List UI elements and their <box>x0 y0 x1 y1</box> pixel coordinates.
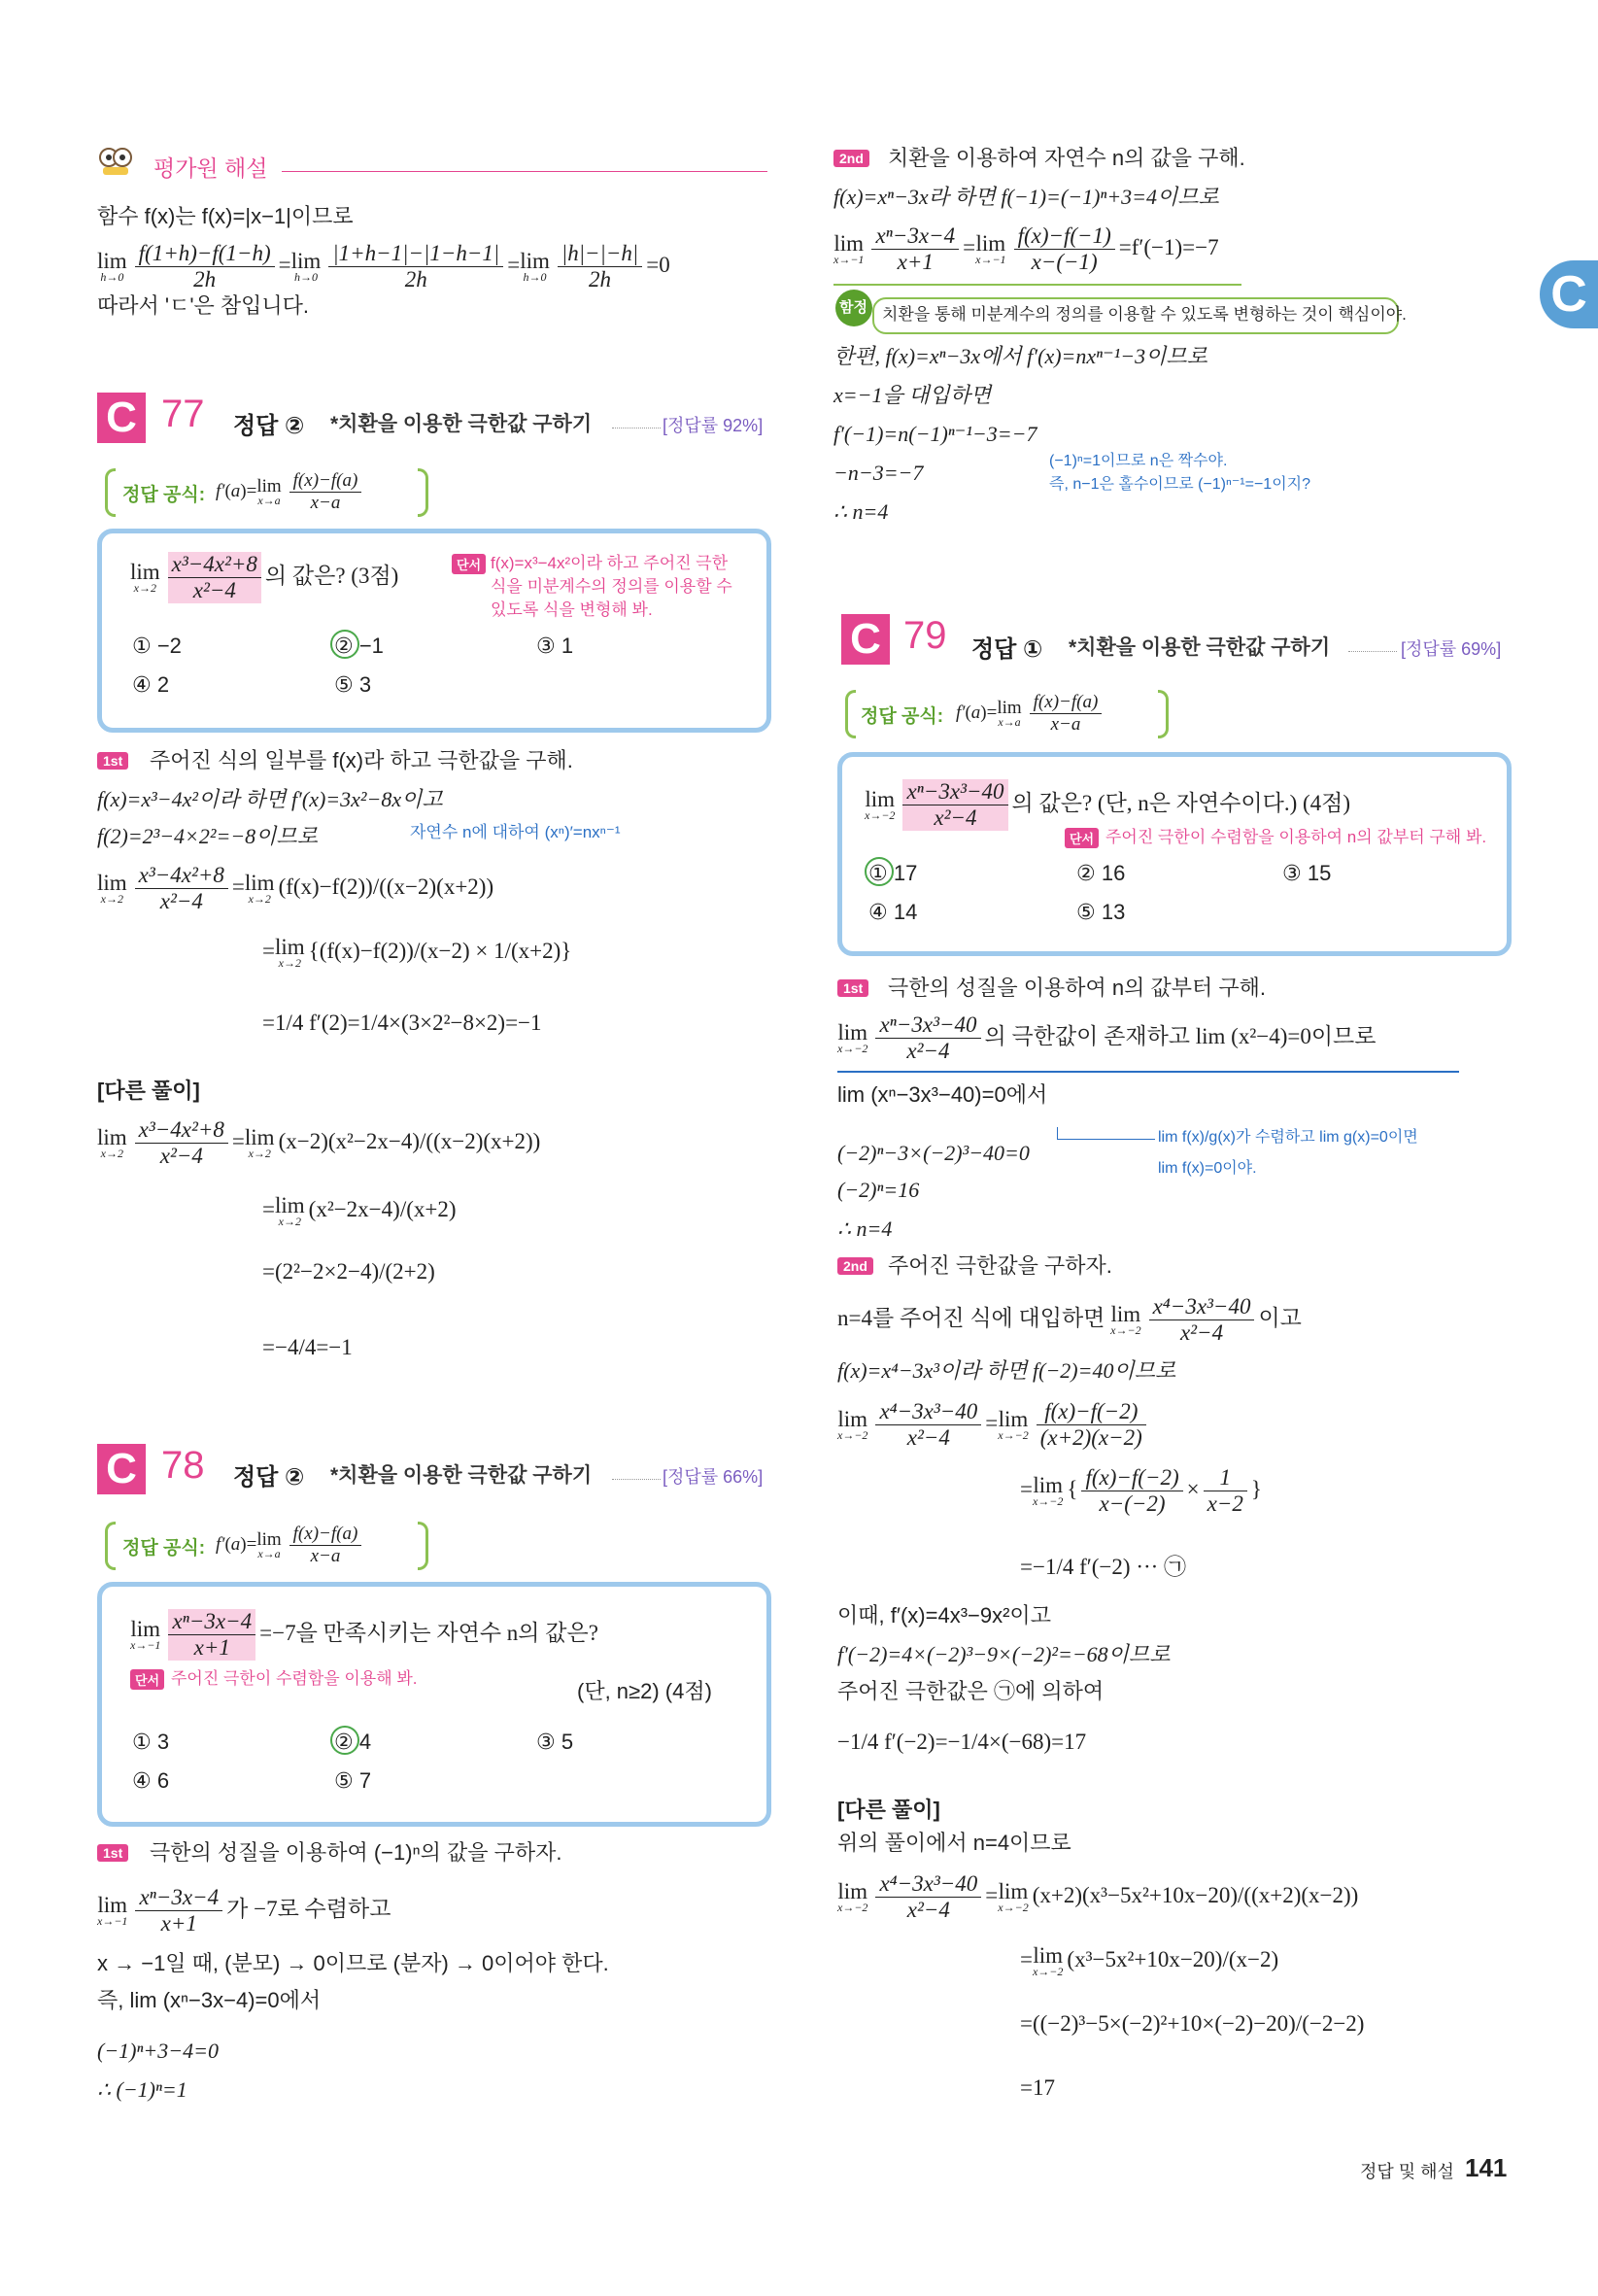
q78-choice-1[interactable]: ① 3 <box>132 1730 170 1754</box>
q79-s5: ∴ n=4 <box>837 1217 893 1241</box>
q79-alt3-val: ((−2)³−5×(−2)²+10×(−2)−20)/(−2−2) <box>1032 2011 1365 2036</box>
q79-s2: lim (xⁿ−3x³−40)=0에서 <box>837 1082 1048 1107</box>
q78-answer: 정답 ② <box>233 1464 305 1491</box>
q79-s1-text: 의 극한값이 존재하고 lim (x²−4)=0이므로 <box>984 1023 1377 1048</box>
side-section-letter: C <box>1550 266 1587 323</box>
q77-alt4: =−4/4=−1 <box>262 1335 353 1359</box>
q78-hint-tag: 단서 <box>130 1669 164 1690</box>
q77-rate: [정답률 92%] <box>663 416 764 435</box>
q77-formula-box <box>105 468 116 517</box>
q78-s1-text: 가 −7로 수렴하고 <box>226 1896 391 1921</box>
q78-question: lim x→−1 $\frac{\text{xⁿ−3x−4}}{x+1}$ =−7을 만족시키는 자연수 n의 값은? <box>130 1609 598 1660</box>
q78-r4: x=−1을 대입하면 <box>833 383 992 407</box>
q79-badge: C <box>841 614 890 665</box>
q78-step2-tag: 2nd <box>833 150 869 167</box>
q79-choice-4[interactable]: ④ 14 <box>868 900 918 924</box>
q79-topic: *치환을 이용한 극한값 구하기 <box>1069 636 1331 659</box>
q79-step1-tag: 1st <box>837 979 868 997</box>
q78-r2: lim x→−1 $\frac{\text{xⁿ−3x−4}}{x+1}$ = lim x→−1 $\frac{f(x)-f(-1)}{x-(-1)}$ =f′(−1)=−7 <box>833 223 1219 274</box>
q77-answer: 정답 ② <box>233 413 305 439</box>
q79-formula-box <box>845 690 856 738</box>
q78-r7: ∴ n=4 <box>833 499 889 524</box>
q79-step2-tag: 2nd <box>837 1257 873 1275</box>
q78-step2: 치환을 이용하여 자연수 n의 값을 구해. <box>888 146 1245 170</box>
q77-e1-rhs: (f(x)−f(2))/((x−2)(x+2)) <box>278 874 494 899</box>
q78-s4: (−1)ⁿ+3−4=0 <box>97 2039 219 2063</box>
owl-icon <box>97 144 134 177</box>
q77-formula-label: 정답 공식: <box>122 485 206 505</box>
q79-t1-text: n=4를 주어진 식에 대입하면 <box>837 1305 1105 1330</box>
q79-alt4: =17 <box>1020 2075 1055 2100</box>
q78-r1: f(x)=xⁿ−3x라 하면 f(−1)=(−1)ⁿ+3=4이므로 <box>833 185 1219 209</box>
eval-equation: lim h→0 $\frac{f(1+h)-f(1-h)}{2h}$ = lim h→0 $\frac{|1+h-1|-|1-h-1|}{2h}$ = lim h→0 $\frac{|h|-|-h|}{2h}$ =0 <box>97 241 670 291</box>
q79-step2: 주어진 극한값을 구하자. <box>888 1253 1112 1278</box>
eval-header-rule <box>282 171 767 172</box>
q77-alt1: lim x→2 $\frac{\text{x³−4x²+8}}{\text{x²−4}}$ = lim x→2 (x−2)(x²−2x−4)/((x−2)(x+2)) <box>97 1117 541 1168</box>
q77-topic: *치환을 이용한 극한값 구하기 <box>330 413 593 435</box>
q79-step1: 극한의 성질을 이용하여 n의 값부터 구해. <box>888 976 1266 1000</box>
q78-r2-rhs: =f′(−1)=−7 <box>1118 234 1219 259</box>
q78-choice-3[interactable]: ③ 5 <box>536 1730 574 1754</box>
q78-note: 치환을 통해 미분계수의 정의를 이용할 수 있도록 변형하는 것이 핵심이야. <box>882 305 1407 324</box>
q79-choice-1-label: ① 17 <box>868 861 918 885</box>
q79-t3: lim x→−2 $\frac{\text{x⁴−3x³−40}}{\text{x²−4}}$ = lim x→−2 $\frac{f(x)-f(-2)}{(x+2)(x-2)}$ <box>837 1399 1150 1451</box>
q77-hint: f(x)=x³−4x²이라 하고 주어진 극한식을 미분계수의 정의를 이용할 수 있도록 식을 변형해 봐. <box>491 554 732 619</box>
q78-number: 78 <box>161 1444 205 1487</box>
q79-s3-note2: lim f(x)=0이야. <box>1158 1160 1257 1177</box>
q79-t1: n=4를 주어진 식에 대입하면 lim x→−2 $\frac{\text{x⁴−3x³−40}}{\text{x²−4}}$ 이고 <box>837 1294 1302 1345</box>
q79-t8: 주어진 극한값은 ㉠에 의하여 <box>837 1679 1105 1703</box>
q79-s1-underline <box>837 1071 1459 1073</box>
q77-e1: lim x→2 $\frac{\text{x³−4x²+8}}{\text{x²−4}}$ = lim x→2 (f(x)−f(2))/((x−2)(x+2)) <box>97 863 494 913</box>
footer-label: 정답 및 해설 <box>1360 2162 1454 2181</box>
q77-s2-note: 자연수 n에 대하여 (xⁿ)′=nxⁿ⁻¹ <box>410 823 621 841</box>
q77-question: lim x→2 $\frac{\text{x³−4x²+8}}{\text{x²−4}}$ 의 값은? (3점) <box>130 552 399 602</box>
q78-formula: f′(a)= lim x→a $\frac{f(x)-f(a)}{x-a}$ <box>216 1524 365 1567</box>
q77-choice-3[interactable]: ③ 1 <box>536 634 574 658</box>
q79-alt1-rhs: (x+2)(x³−5x²+10x−20)/((x+2)(x−2)) <box>1032 1882 1359 1907</box>
page-number: 141 <box>1465 2153 1508 2182</box>
q78-step1: 극한의 성질을 이용하여 (−1)ⁿ의 값을 구하자. <box>150 1840 562 1865</box>
q78-formula-close <box>418 1522 428 1570</box>
q79-t6: 이때, f′(x)=4x³−9x²이고 <box>837 1603 1051 1628</box>
q78-hint: 주어진 극한이 수렴함을 이용해 봐. <box>171 1669 418 1688</box>
q79-t9: −1/4 f′(−2)=−1/4×(−68)=17 <box>837 1730 1087 1754</box>
q79-t1-end: 이고 <box>1258 1305 1302 1330</box>
q78-r3: 한편, f(x)=xⁿ−3x에서 f′(x)=nxⁿ⁻¹−3이므로 <box>833 344 1207 368</box>
q78-formula-label: 정답 공식: <box>122 1538 206 1559</box>
q77-badge: C <box>97 393 146 443</box>
q79-s1: lim x→−2 $\frac{\text{xⁿ−3x³−40}}{\text{x²−4}}$ 의 극한값이 존재하고 lim (x²−4)=0이므로 <box>837 1012 1377 1063</box>
q78-question-num: xⁿ−3x−4 <box>168 1609 255 1635</box>
q77-number: 77 <box>161 393 205 435</box>
q77-s1: f(x)=x³−4x²이라 하면 f′(x)=3x²−8x이고 <box>97 787 443 811</box>
q79-alt-label: [다른 풀이] <box>837 1798 940 1822</box>
q78-question-den: x+1 <box>193 1635 230 1660</box>
q79-alt2-val: (x³−5x²+10x−20)/(x−2) <box>1067 1946 1279 1971</box>
q78-choice-4[interactable]: ④ 6 <box>132 1768 170 1793</box>
q79-question-den: x²−4 <box>934 805 977 830</box>
eval-header: 평가원 해설 <box>153 155 268 181</box>
q79-s3: (−2)ⁿ−3×(−2)³−40=0 <box>837 1141 1030 1165</box>
q78-badge: C <box>97 1444 146 1494</box>
q78-s5: ∴ (−1)ⁿ=1 <box>97 2077 187 2102</box>
q77-alt1-rhs: (x−2)(x²−2x−4)/((x−2)(x+2)) <box>278 1128 541 1153</box>
q78-s1: lim x→−1 $\frac{\text{xⁿ−3x−4}}{x+1}$ 가 −7로 수렴하고 <box>97 1885 391 1936</box>
q77-step1-tag: 1st <box>97 752 128 770</box>
q79-choice-5[interactable]: ⑤ 13 <box>1076 900 1126 924</box>
q78-r5-note2: 즉, n−1은 홀수이므로 (−1)ⁿ⁻¹=−1이지? <box>1049 476 1311 493</box>
q78-choice-2-label: ② 4 <box>334 1730 372 1754</box>
q78-dots <box>612 1479 661 1480</box>
q79-formula-close <box>1158 690 1169 738</box>
q78-s2: x → −1일 때, (분모) → 0이므로 (분자) → 0이어야 한다. <box>97 1951 609 1975</box>
q77-alt3: =(2²−2×2−4)/(2+2) <box>262 1259 435 1284</box>
q77-question-num: x³−4x²+8 <box>168 552 261 578</box>
q77-hint-tag: 단서 <box>452 554 486 574</box>
q77-question-text: 의 값은? (3점) <box>264 563 399 588</box>
q77-alt2-val: (x²−2x−4)/(x+2) <box>308 1196 457 1221</box>
q78-r6: −n−3=−7 <box>833 461 924 485</box>
eval-line1: 함수 f(x)는 f(x)=|x−1|이므로 <box>97 204 354 228</box>
q77-formula: f′(a)= lim x→a $\frac{f(x)-f(a)}{x-a}$ <box>216 470 365 514</box>
q77-choice-1[interactable]: ① −2 <box>132 634 182 658</box>
q79-question-text: 의 값은? (단, n은 자연수이다.) (4점) <box>1011 790 1351 815</box>
q79-t7: f′(−2)=4×(−2)³−9×(−2)²=−68이므로 <box>837 1642 1171 1666</box>
q79-formula: f′(a)= lim x→a $\frac{f(x)-f(a)}{x-a}$ <box>956 692 1105 736</box>
q79-question-num: xⁿ−3x³−40 <box>902 779 1007 805</box>
q79-dots <box>1348 651 1397 652</box>
q77-choice-2-label: ② −1 <box>334 634 384 658</box>
q79-question: lim x→−2 $\frac{\text{xⁿ−3x³−40}}{\text{x²−4}}$ 의 값은? (단, n은 자연수이다.) (4점) <box>865 779 1351 830</box>
q78-condition: (단, n≥2) (4점) <box>577 1679 712 1703</box>
q79-hint: 주어진 극한이 수렴함을 이용하여 n의 값부터 구해 봐. <box>1105 828 1487 846</box>
q79-s3-note1: lim f(x)/g(x)가 수렴하고 lim g(x)=0이면 <box>1158 1129 1418 1146</box>
q79-s4: (−2)ⁿ=16 <box>837 1178 920 1202</box>
q77-choice-4[interactable]: ④ 2 <box>132 672 170 697</box>
q79-answer: 정답 ① <box>971 636 1043 663</box>
q78-r5: f′(−1)=n(−1)ⁿ⁻¹−3=−7 <box>833 422 1037 446</box>
q78-choice-5[interactable]: ⑤ 7 <box>334 1768 372 1793</box>
q77-alt-label: [다른 풀이] <box>97 1079 200 1103</box>
q78-topic: *치환을 이용한 극한값 구하기 <box>330 1464 593 1487</box>
q79-alt1: lim x→−2 $\frac{\text{x⁴−3x³−40}}{\text{x²−4}}$ = lim x→−2 (x+2)(x³−5x²+10x−20)/((x+2)(x−2)) <box>837 1871 1359 1922</box>
q79-number: 79 <box>903 614 947 657</box>
q77-step1: 주어진 식의 일부를 f(x)라 하고 극한값을 구해. <box>150 748 573 772</box>
q77-formula-close <box>418 468 428 517</box>
q77-question-den: x²−4 <box>192 578 236 602</box>
q78-r2-underline <box>833 284 1241 286</box>
q78-step1-tag: 1st <box>97 1844 128 1862</box>
eval-conclusion: 따라서 'ㄷ'은 참입니다. <box>97 293 310 318</box>
q77-e3: =1/4 f′(2)=1/4×(3×2²−8×2)=−1 <box>262 1011 542 1035</box>
q78-rate: [정답률 66%] <box>663 1467 764 1487</box>
q79-t2: f(x)=x⁴−3x³이라 하면 f(−2)=40이므로 <box>837 1358 1176 1383</box>
q79-hint-tag: 단서 <box>1065 828 1099 848</box>
q79-formula-label: 정답 공식: <box>861 706 944 727</box>
q78-r5-note1: (−1)ⁿ=1이므로 n은 짝수야. <box>1049 453 1228 469</box>
q77-alt2: = lim x→2 (x²−2x−4)/(x+2) <box>262 1193 457 1228</box>
q79-rate: [정답률 69%] <box>1401 639 1502 659</box>
q79-alt2: = lim x→−2 (x³−5x²+10x−20)/(x−2) <box>1020 1943 1279 1978</box>
q77-s2: f(2)=2³−4×2²=−8이므로 <box>97 824 318 848</box>
q77-e2: = lim x→2 {(f(x)−f(2))/(x−2) × 1/(x+2)} <box>262 935 572 970</box>
q77-e2-rhs: {(f(x)−f(2))/(x−2) × 1/(x+2)} <box>308 938 572 963</box>
q78-formula-box <box>105 1522 116 1570</box>
q78-s3: 즉, lim (xⁿ−3x−4)=0에서 <box>97 1988 322 2012</box>
q78-question-text: =−7을 만족시키는 자연수 n의 값은? <box>259 1620 598 1645</box>
q77-choice-5[interactable]: ⑤ 3 <box>334 672 372 697</box>
q79-choice-2[interactable]: ② 16 <box>1076 861 1126 885</box>
side-section-tab <box>1540 260 1598 328</box>
q79-alt3: =((−2)³−5×(−2)²+10×(−2)−20)/(−2−2) <box>1020 2011 1365 2036</box>
q78-note-tag: 함정 <box>839 299 867 316</box>
q79-t4: = lim x→−2 { $\frac{f(x)-f(-2)}{x-(-2)}$ × $\frac{1}{x-2}$ } <box>1020 1465 1262 1516</box>
q79-t5: =−1/4 f′(−2) ··· ㉠ <box>1020 1555 1187 1579</box>
q79-choice-3[interactable]: ③ 15 <box>1282 861 1332 885</box>
q77-alt3-val: (2²−2×2−4)/(2+2) <box>274 1259 435 1284</box>
q79-alt-intro: 위의 풀이에서 n=4이므로 <box>837 1831 1071 1855</box>
q79-arrow <box>1057 1127 1155 1140</box>
